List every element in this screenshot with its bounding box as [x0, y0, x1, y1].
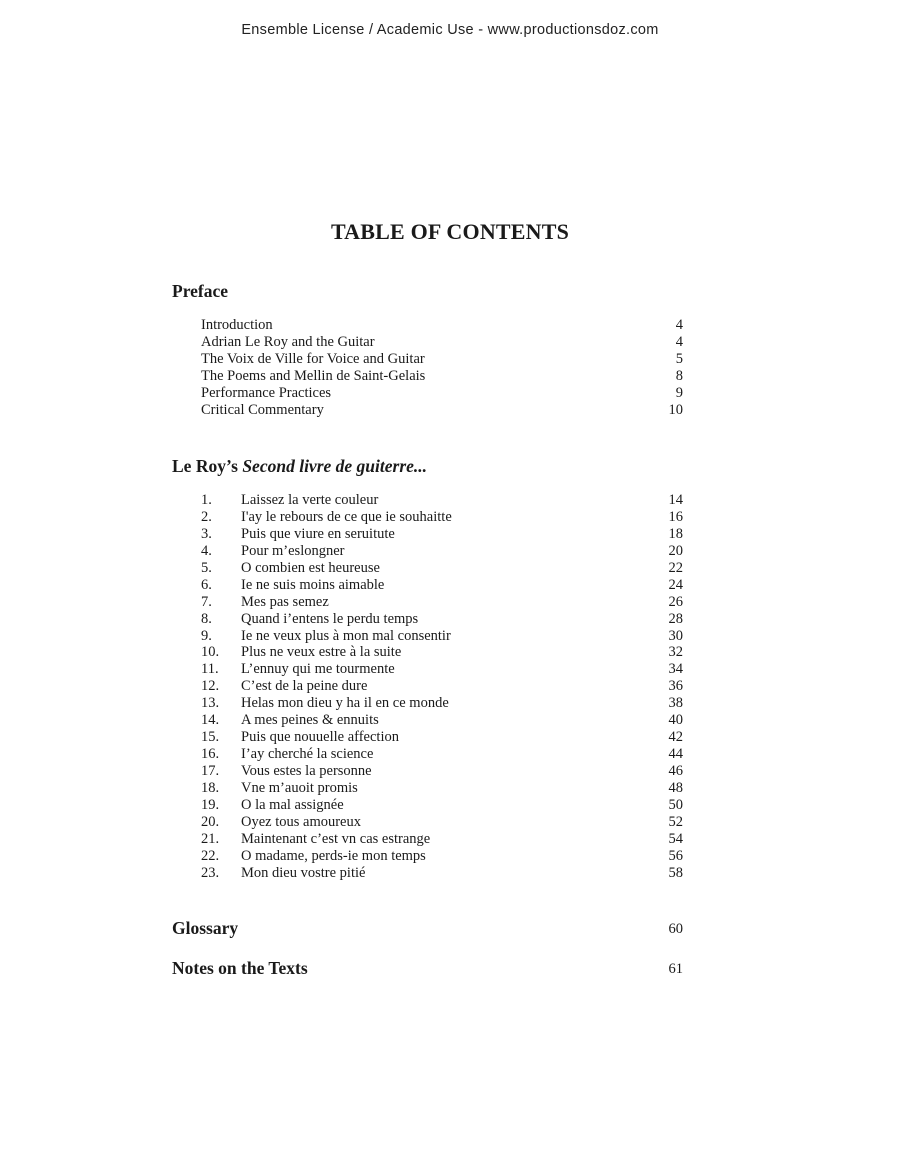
toc-entry-page: 44	[668, 746, 683, 763]
toc-entry[interactable]	[201, 594, 683, 611]
glossary-page: 60	[668, 921, 683, 937]
toc-entry-number: 6.	[201, 576, 212, 593]
toc-entry-number: 12.	[201, 678, 220, 695]
toc-entry-label: Ie ne veux plus à mon mal consentir	[241, 627, 451, 644]
toc-entry-number: 21.	[201, 830, 220, 847]
toc-entry-number: 16.	[201, 746, 220, 763]
toc-entry-label: Vne m’auoit promis	[241, 779, 358, 796]
notes-page: 61	[668, 961, 683, 977]
toc-entry[interactable]	[201, 797, 683, 814]
toc-entry-label: Critical Commentary	[201, 401, 324, 418]
toc-entry-number: 1.	[201, 492, 212, 508]
toc-entry-page: 36	[668, 678, 683, 695]
toc-entry-label: Puis que nouuelle affection	[241, 729, 399, 746]
toc-entry-label: I’ay cherché la science	[241, 746, 374, 763]
toc-entry-number: 18.	[201, 779, 220, 796]
toc-entry-number: 10.	[201, 644, 220, 661]
toc-entry-page: 9	[675, 384, 683, 401]
songs-list	[201, 492, 683, 882]
toc-entry-page: 30	[668, 627, 683, 644]
toc-entry-page: 54	[668, 830, 683, 847]
toc-entry-label: Performance Practices	[201, 384, 332, 401]
toc-entry[interactable]	[201, 526, 683, 543]
toc-entry-number: 19.	[201, 796, 220, 813]
toc-entry-page: 46	[668, 763, 683, 779]
toc-entry-page: 42	[668, 729, 683, 746]
toc-entry[interactable]	[201, 831, 683, 848]
toc-entry-label: O madame, perds-ie mon temps	[241, 847, 426, 864]
toc-entry[interactable]	[201, 763, 683, 780]
toc-entry-number: 8.	[201, 610, 212, 627]
toc-entry-page: 4	[675, 317, 683, 333]
glossary-heading: Glossary	[172, 918, 239, 938]
toc-entry-number: 11.	[201, 661, 219, 678]
songs-heading-title: Second livre de guiterre...	[242, 456, 428, 476]
toc-entry[interactable]	[201, 678, 683, 695]
toc-entry-page: 5	[675, 350, 683, 367]
toc-entry-page: 32	[668, 644, 683, 661]
toc-entry-page: 14	[668, 492, 683, 508]
toc-entry-number: 7.	[201, 593, 212, 610]
toc-entry-page: 40	[668, 712, 683, 729]
toc-entry-label: Introduction	[201, 317, 273, 333]
toc-entry-label: I'ay le rebours de ce que ie souhaitte	[241, 508, 452, 525]
preface-heading: Preface	[172, 281, 229, 301]
toc-entry[interactable]	[201, 351, 683, 368]
preface-list	[201, 317, 683, 419]
notes-heading: Notes on the Texts	[172, 958, 308, 978]
toc-entry-number: 3.	[201, 525, 212, 542]
toc-entry-number: 14.	[201, 712, 220, 729]
toc-entry-number: 13.	[201, 695, 220, 712]
toc-entry-page: 4	[675, 333, 683, 350]
toc-entry-label: O la mal assignée	[241, 796, 344, 813]
toc-entry-label: Helas mon dieu y ha il en ce monde	[241, 695, 449, 712]
toc-entry-page: 52	[668, 813, 683, 830]
toc-entry-label: Laissez la verte couleur	[241, 492, 379, 508]
toc-entry-label: Mon dieu vostre pitié	[241, 864, 366, 881]
glossary-entry[interactable]	[172, 918, 683, 940]
toc-entry[interactable]	[201, 560, 683, 577]
toc-entry-page: 10	[668, 401, 683, 418]
toc-entry[interactable]	[201, 402, 683, 419]
toc-entry-label: Oyez tous amoureux	[241, 813, 361, 830]
page-title: TABLE OF CONTENTS	[330, 219, 570, 244]
toc-entry[interactable]	[201, 661, 683, 678]
notes-entry[interactable]	[172, 958, 683, 980]
toc-entry-page: 34	[668, 661, 683, 678]
toc-entry[interactable]	[201, 385, 683, 402]
toc-entry-label: Quand i’entens le perdu temps	[241, 610, 419, 627]
toc-entry-number: 17.	[201, 763, 220, 779]
toc-entry-label: L’ennuy qui me tourmente	[241, 661, 395, 678]
toc-entry[interactable]	[201, 814, 683, 831]
toc-entry-page: 56	[668, 847, 683, 864]
toc-entry-page: 20	[668, 542, 683, 559]
toc-entry[interactable]	[201, 865, 683, 882]
toc-entry-page: 16	[668, 508, 683, 525]
toc-entry[interactable]	[201, 509, 683, 526]
toc-entry[interactable]	[201, 695, 683, 712]
toc-entry-number: 15.	[201, 729, 220, 746]
toc-entry[interactable]	[201, 780, 683, 797]
toc-entry-page: 50	[668, 796, 683, 813]
toc-entry-label: Mes pas semez	[241, 593, 329, 610]
toc-entry[interactable]	[201, 543, 683, 560]
songs-heading-prefix: Le Roy’s	[172, 456, 243, 476]
toc-entry-label: Maintenant c’est vn cas estrange	[241, 830, 431, 847]
toc-entry-page: 18	[668, 525, 683, 542]
toc-entry[interactable]	[201, 746, 683, 763]
toc-entry[interactable]	[201, 628, 683, 645]
toc-entry-number: 23.	[201, 864, 220, 881]
toc-entry[interactable]	[201, 611, 683, 628]
toc-entry-page: 28	[668, 610, 683, 627]
toc-entry-number: 22.	[201, 847, 220, 864]
toc-entry-number: 20.	[201, 813, 220, 830]
toc-entry-label: C’est de la peine dure	[241, 678, 368, 695]
toc-entry-number: 4.	[201, 542, 212, 559]
toc-entry-number: 9.	[201, 627, 212, 644]
toc-entry-label: Adrian Le Roy and the Guitar	[201, 333, 375, 350]
toc-entry[interactable]	[201, 368, 683, 385]
toc-entry-page: 24	[668, 576, 683, 593]
license-header: Ensemble License / Academic Use - www.productionsdoz.com	[241, 22, 659, 38]
toc-entry-label: The Voix de Ville for Voice and Guitar	[201, 350, 425, 367]
toc-entry[interactable]	[201, 848, 683, 865]
toc-entry[interactable]	[201, 729, 683, 746]
toc-entry-number: 5.	[201, 559, 212, 576]
toc-entry-label: A mes peines & ennuits	[241, 712, 379, 729]
toc-entry-label: Plus ne veux estre à la suite	[241, 644, 402, 661]
toc-entry-page: 8	[675, 367, 683, 384]
toc-entry-label: Vous estes la personne	[241, 763, 372, 779]
toc-entry-label: The Poems and Mellin de Saint-Gelais	[201, 367, 426, 384]
toc-entry-label: Pour m’eslongner	[241, 542, 345, 559]
songs-heading	[172, 456, 427, 477]
toc-entry[interactable]	[201, 577, 683, 594]
toc-entry[interactable]	[201, 644, 683, 661]
toc-entry-number: 2.	[201, 508, 212, 525]
toc-entry[interactable]	[201, 712, 683, 729]
toc-entry-label: O combien est heureuse	[241, 559, 380, 576]
toc-entry-page: 22	[668, 559, 683, 576]
toc-entry-label: Ie ne suis moins aimable	[241, 576, 385, 593]
toc-entry-page: 48	[668, 779, 683, 796]
toc-entry[interactable]	[201, 334, 683, 351]
toc-entry-page: 26	[668, 593, 683, 610]
toc-entry-label: Puis que viure en seruitute	[241, 525, 395, 542]
toc-entry[interactable]	[201, 492, 683, 509]
toc-entry-page: 58	[668, 864, 683, 881]
toc-entry[interactable]	[201, 317, 683, 334]
toc-entry-page: 38	[668, 695, 683, 712]
